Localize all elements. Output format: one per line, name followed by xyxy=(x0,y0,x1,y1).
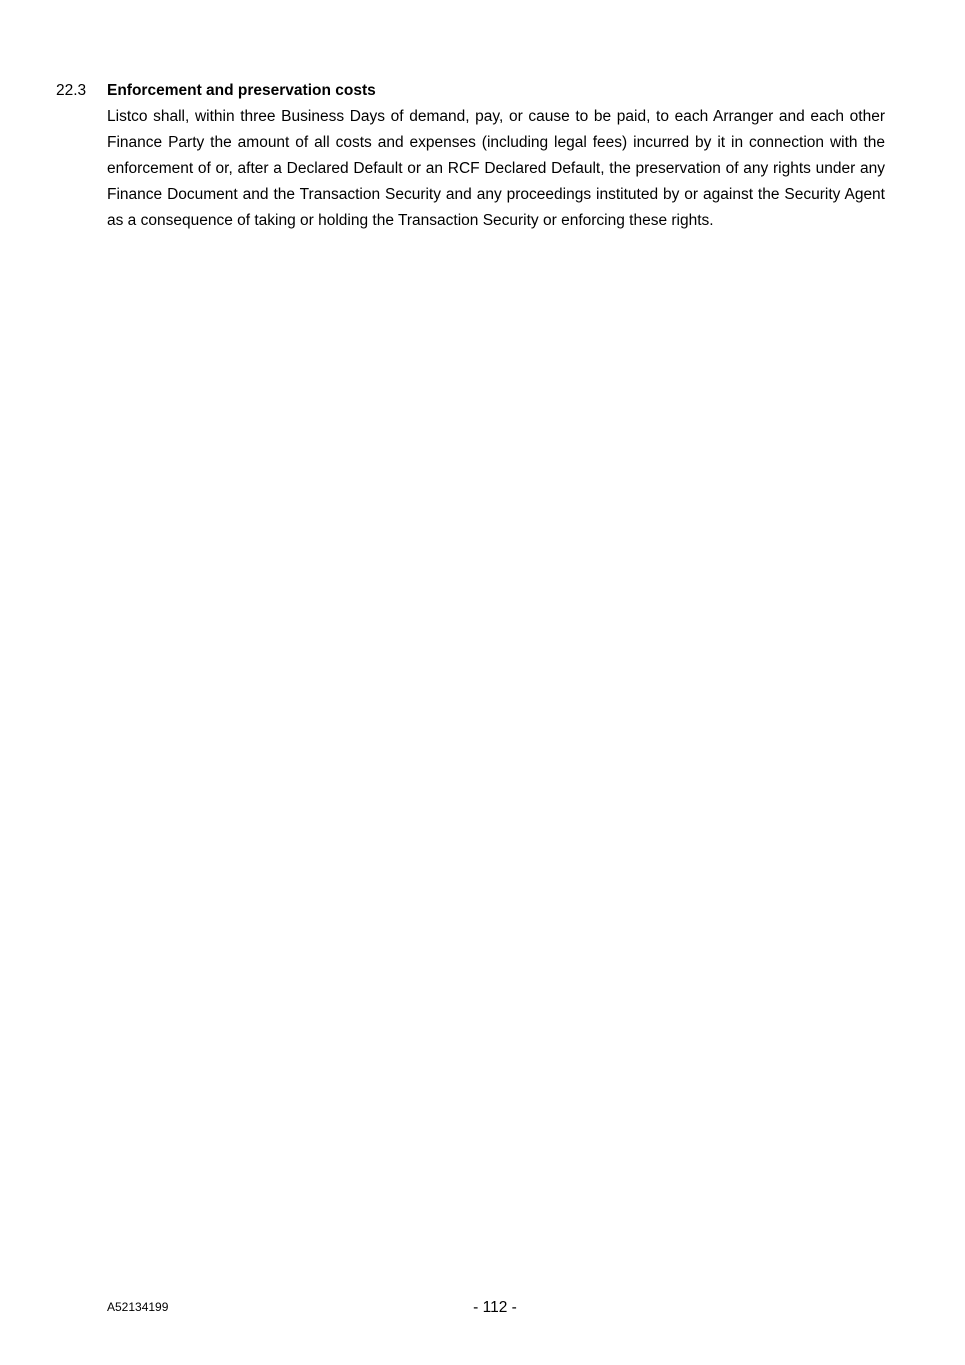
clause-number: 22.3 xyxy=(56,82,87,99)
clause-heading: Enforcement and preservation costs xyxy=(107,82,376,99)
page-number: - 112 - xyxy=(473,1299,517,1316)
clause-paragraph: Listco shall, within three Business Days of demand, pay, or cause to be paid, to each Arranger and each other Finance Party the amount of all costs and expenses (including legal fees) incurred by it in connection with the enforcement of or, after a Declared Default or an RCF Declared Default, the preservation of any rights under any Finance Document and the Transaction Security and any proceedings instituted by or against the Security Agent as a consequence of taking or holding the Transaction Security or enforcing these rights. xyxy=(107,108,885,229)
clause-body xyxy=(107,78,885,234)
document-reference: A52134199 xyxy=(107,1300,169,1314)
clause-22-3 xyxy=(56,78,886,234)
